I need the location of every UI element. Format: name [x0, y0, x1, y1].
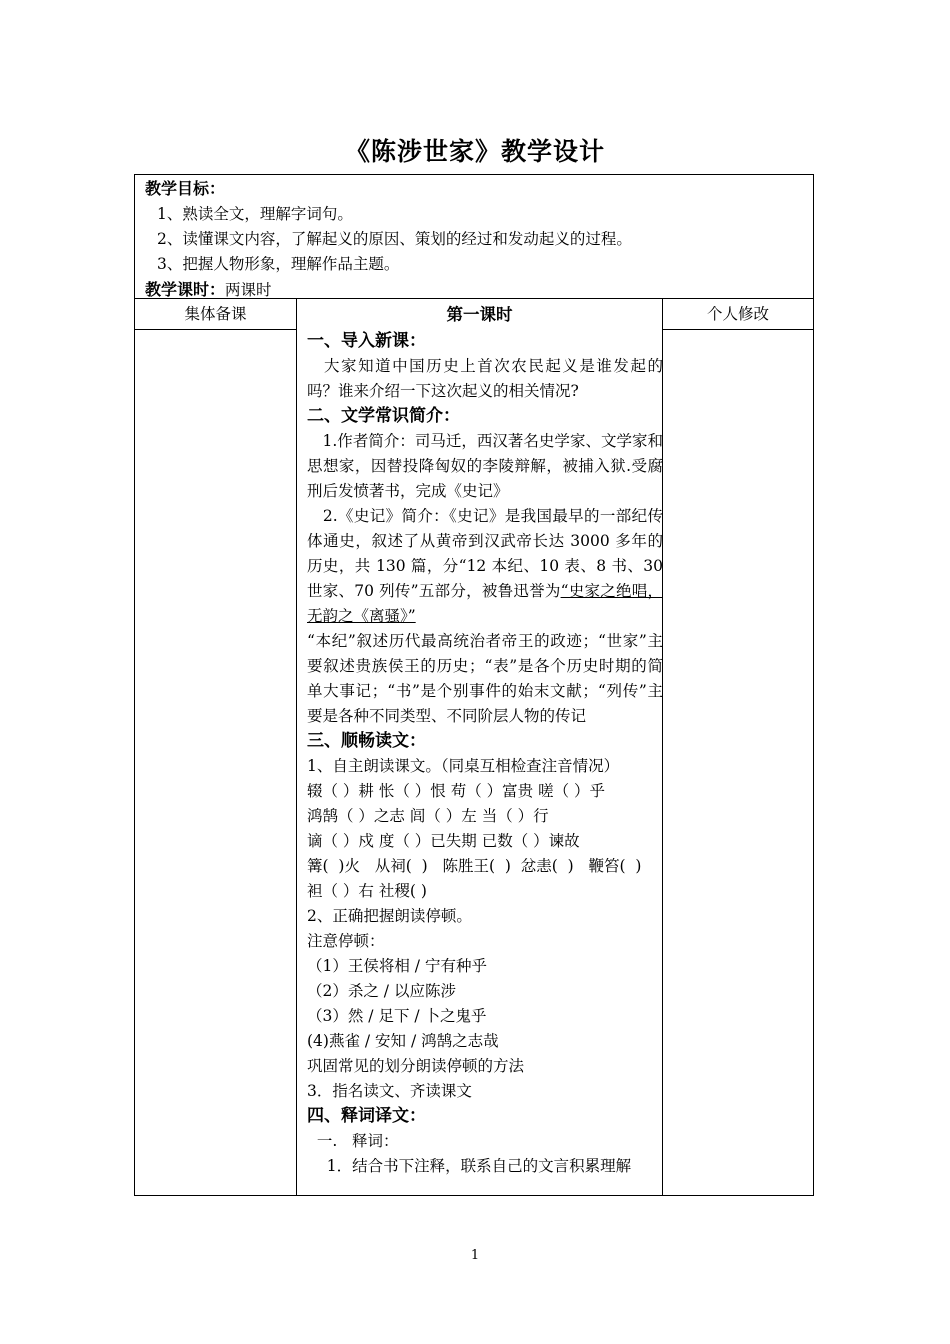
- content-line: 1．结合书下注释，联系自己的文言积累理解: [307, 1157, 632, 1175]
- section-title: 一、导入新课：: [307, 331, 426, 351]
- content-line: （2）杀之 / 以应陈涉: [307, 982, 456, 1000]
- document-title: 《陈涉世家》教学设计: [344, 137, 605, 166]
- content-line: 巩固常见的划分朗读停顿的方法: [307, 1057, 525, 1075]
- underlined-quote: “史家之绝唱，无韵之《离骚》”: [307, 582, 663, 625]
- section-title: 二、文学常识简介：: [307, 406, 460, 426]
- objective-item: 3、把握人物形象，理解作品主题。: [157, 255, 400, 273]
- lesson-plan-table: [134, 174, 814, 1196]
- column-divider-left: [296, 299, 297, 1195]
- content-line: 注意停顿：: [307, 932, 385, 950]
- paragraph: [307, 504, 663, 629]
- content-line: 一. 释词：: [307, 1132, 399, 1150]
- column-header-lesson: 第一课时: [446, 305, 513, 324]
- content-line: 鸿鹄（ ）之志 闾（ ）左 当（ ）行: [307, 807, 549, 825]
- paragraph: 1.作者简介：司马迁，西汉著名史学家、文学家和思想家，因替投降匈奴的李陵辩解，被捕入狱.受腐刑后发愤著书，完成《史记》: [307, 432, 663, 500]
- content-line: 篝( )火 从祠( ) 陈胜王( ) 忿恚( ) 鞭笞( ): [307, 857, 642, 875]
- content-line: 2、正确把握朗读停顿。: [307, 907, 472, 925]
- objectives-heading: 教学目标：: [145, 179, 226, 198]
- content-line: 谪（ ）戍 度（ ）已失期 已数（ ）谏故: [307, 832, 580, 850]
- content-line: （1）王侯将相 / 宁有种乎: [307, 957, 487, 975]
- hours-label: 教学课时：: [145, 280, 226, 299]
- paragraph: “本纪”叙述历代最高统治者帝王的政迹；“世家”主要叙述贵族侯王的历史；“表”是各个历史时期的简单大事记；“书”是个别事件的始末文献；“列传”主要是各种不同类型、不同阶层人物的传记: [307, 632, 663, 725]
- objective-item: 2、读懂课文内容，了解起义的原因、策划的经过和发动起义的过程。: [157, 230, 632, 248]
- header-divider-right: [662, 329, 813, 330]
- page-number: 1: [470, 1248, 480, 1263]
- lesson-content: [307, 329, 663, 1179]
- hours-value: 两课时: [225, 281, 272, 299]
- objective-item: 1、熟读全文，理解字词句。: [157, 205, 353, 223]
- objectives-section: [135, 175, 813, 299]
- paragraph-text: 2.《史记》简介：《史记》是我国最早的一部纪传体通史，叙述了从黄帝到汉武帝长达 3000 多年的历史，共 130 篇，分“12 本纪、10 表、8 书、30 世家、70 列传”五部分，被鲁迅誉为: [307, 507, 663, 600]
- content-line: 1、自主朗读课文。（同桌互相检查注音情况）: [307, 757, 620, 775]
- section-title: 四、释词译文：: [307, 1106, 426, 1126]
- column-header-group-prep: 集体备课: [184, 305, 247, 323]
- content-line: 3．指名读文、齐读课文: [307, 1082, 472, 1100]
- column-header-personal-edit: 个人修改: [706, 305, 769, 323]
- paragraph: 大家知道中国历史上首次农民起义是谁发起的吗？谁来介绍一下这次起义的相关情况?: [307, 357, 663, 400]
- content-line: （3）然 / 足下 / 卜之鬼乎: [307, 1007, 487, 1025]
- section-title: 三、顺畅读文：: [307, 731, 426, 751]
- content-line: 辍（ ）耕 怅（ ）恨 苟（ ）富贵 嗟（ ）乎: [307, 782, 605, 800]
- content-line: (4)燕雀 / 安知 / 鸿鹄之志哉: [307, 1032, 499, 1050]
- header-divider-left: [135, 329, 296, 330]
- content-line: 袒（ ）右 社稷( ): [307, 882, 427, 900]
